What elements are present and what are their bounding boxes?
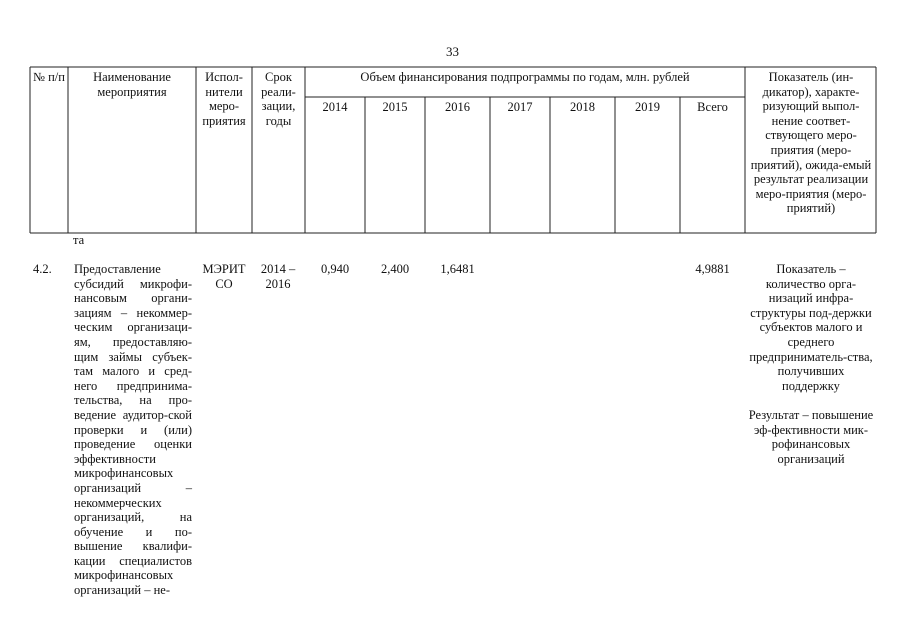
value-2015: 2,400 (380, 262, 410, 276)
page-number: 33 (446, 44, 459, 59)
value-2014: 0,940 (320, 262, 350, 276)
header-num: № п/п (33, 70, 65, 84)
value-2016: 1,6481 (440, 262, 475, 276)
header-funding: Объем финансирования подпрограммы по годам, млн. рублей (360, 70, 690, 84)
row-executor: МЭРИТ СО (202, 262, 246, 291)
year-2016: 2016 (445, 100, 470, 114)
continuation-text: та (73, 233, 85, 247)
row-indicator: Показатель – количество орга-низаций инфра-структуры под-держки субъектов малого и среднего предприниматель-ства, получивших поддержку (749, 262, 873, 393)
header-term: Срок реали-зации, годы (261, 70, 296, 128)
year-2018: 2018 (570, 100, 595, 114)
year-2017: 2017 (507, 100, 533, 114)
row-number: 4.2. (33, 262, 52, 276)
year-2014: 2014 (322, 100, 348, 114)
year-2015: 2015 (382, 100, 408, 114)
header-executors: Испол-нители меро-приятия (202, 70, 246, 128)
year-total: Всего (697, 100, 728, 114)
header-indicator: Показатель (ин-дикатор), характе-ризующий выпол-нение соответ-ствующего меро-приятия (меро-приятий), ожида-емый результат реализации меро-приятия (меро-приятий) (750, 70, 872, 216)
year-2019: 2019 (635, 100, 660, 114)
row-name: Предоставление субсидий микрофи-нансовым органи-зациям – некоммер-ческим организаци-ям, предоставляю-щим займы субъек-там малого и сред-него предпринима-тельства, на про-ведение аудитор-ской проверки и (или) проведение оценки эффективности микрофинансовых организаций – некоммерческих организаций, на обучение и по-вышение квалифи-кации специалистов микрофинансовых организаций – не- (74, 262, 192, 598)
row-result: Результат – повышение эф-фективности мик-рофинансовых организаций (748, 408, 874, 466)
header-name: Наименование мероприятия (93, 70, 171, 99)
value-total: 4,9881 (695, 262, 730, 276)
row-term: 2014 – 2016 (260, 262, 296, 291)
